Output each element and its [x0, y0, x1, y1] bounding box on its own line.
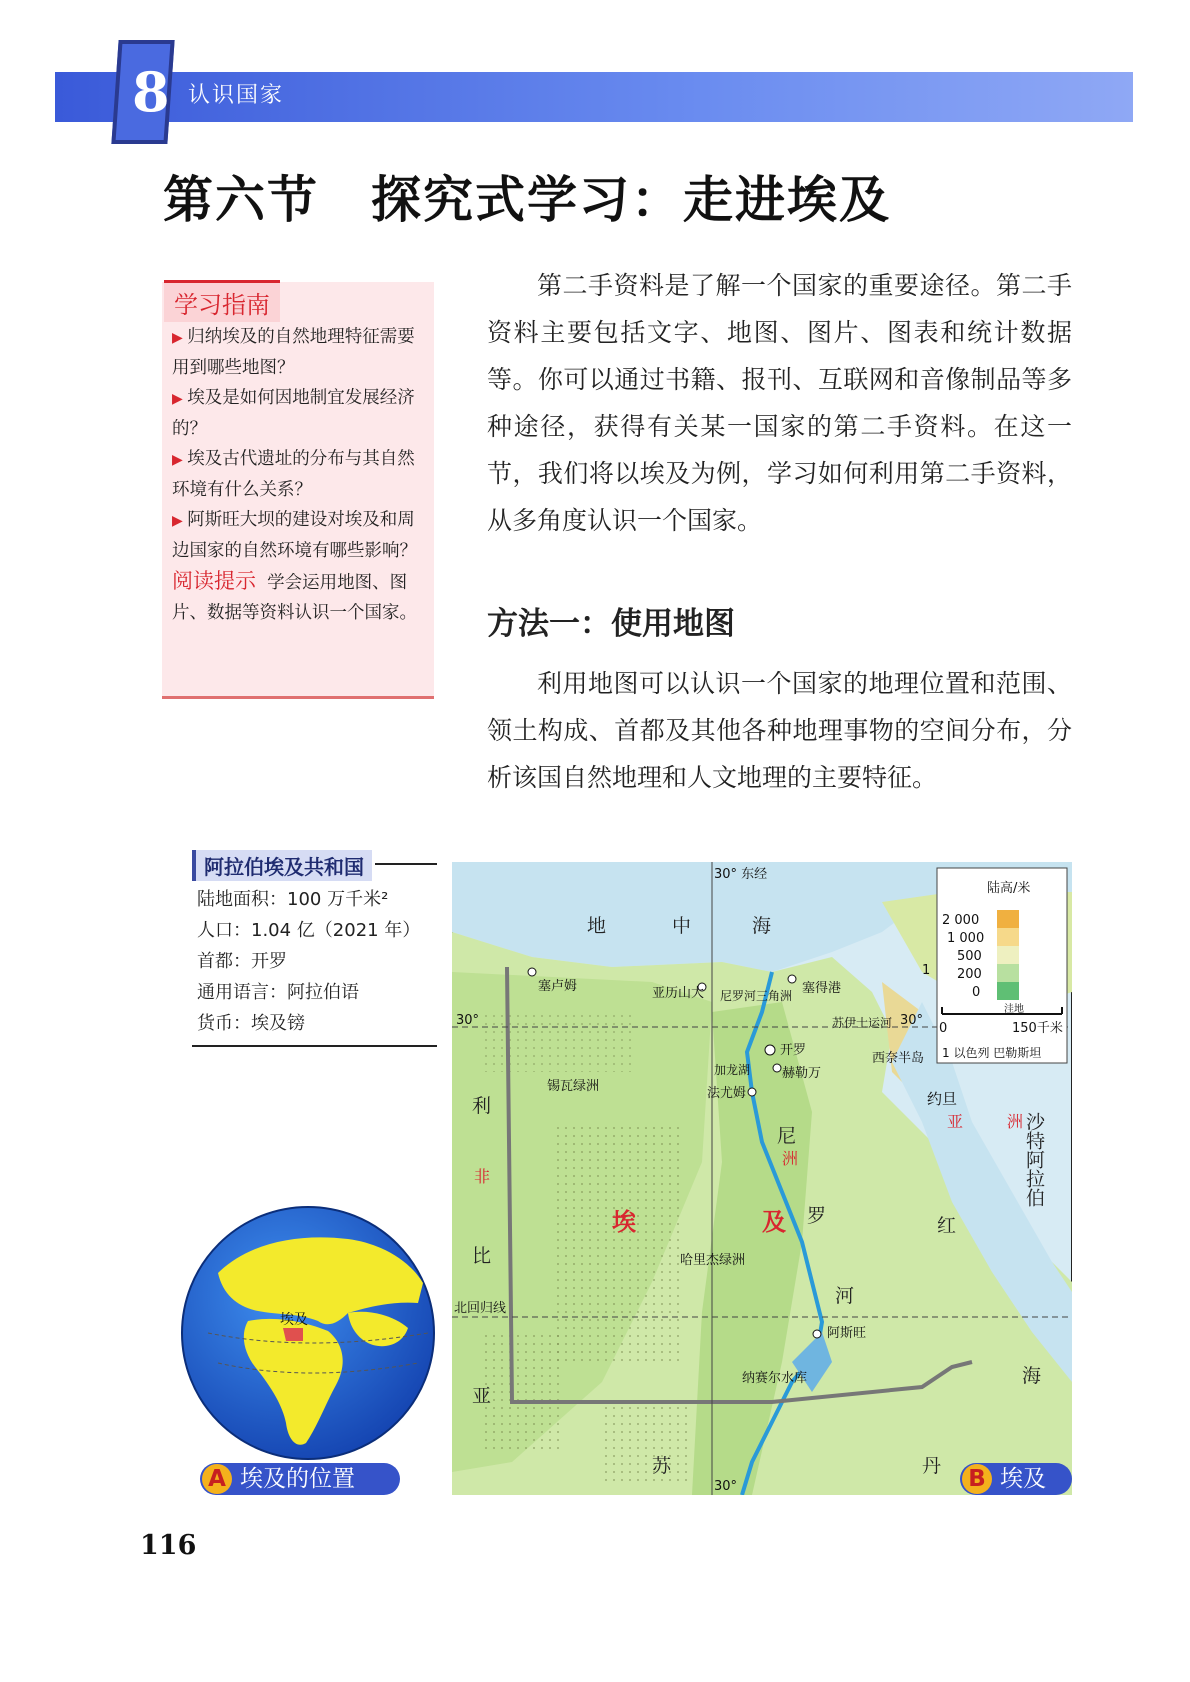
triangle-bullet-icon: ▶	[172, 330, 188, 346]
sudan-dan: 丹	[922, 1455, 942, 1477]
legend-note: 1 以色列 巴勒斯坦	[942, 1046, 1042, 1060]
asia-ya: 亚	[947, 1112, 964, 1131]
globe-egypt-label: 埃及	[280, 1312, 308, 1328]
legend-level: 200	[957, 967, 982, 982]
place-alexandria: 亚历山大	[652, 986, 705, 1001]
guide-item: ▶ 阿斯旺大坝的建设对埃及和周边国家的自然环境有哪些影响？	[172, 510, 417, 561]
libya-li: 利	[472, 1095, 492, 1117]
africa-fei: 非	[474, 1167, 491, 1186]
libya-ya: 亚	[472, 1385, 492, 1407]
triangle-bullet-icon: ▶	[172, 391, 188, 407]
place-suez: 苏伊士运河	[832, 1016, 893, 1030]
legend-lowland: 洼地	[1004, 1004, 1024, 1015]
sea-hai: 海	[752, 915, 772, 937]
reading-tip	[172, 566, 430, 628]
scale-zero: 0	[939, 1021, 948, 1036]
triangle-bullet-icon: ▶	[172, 513, 188, 529]
place-siwa: 锡瓦绿洲	[547, 1079, 600, 1094]
egypt-ai: 埃	[612, 1208, 636, 1236]
place-marsa: 塞卢姆	[538, 979, 578, 994]
place-jordan: 约旦	[927, 1090, 958, 1108]
place-cairo: 开罗	[780, 1043, 807, 1058]
place-aswan: 阿斯旺	[827, 1326, 867, 1341]
bottom-meridian-label: 30°	[714, 1479, 738, 1494]
legend-level: 0	[972, 985, 981, 1000]
fact-population: 人口：1.04 亿（2021 年）	[197, 920, 421, 941]
sea-di: 地	[587, 915, 607, 937]
legend-title: 陆高/米	[987, 881, 1031, 896]
method-title: 方法一：使用地图	[487, 606, 735, 642]
libya-bi: 比	[472, 1245, 492, 1267]
facts-top-rule	[375, 863, 437, 865]
place-faiyum: 法尤姆	[707, 1086, 747, 1101]
guide-item: ▶ 埃及古代遗址的分布与其自然环境有什么关系？	[172, 449, 415, 500]
fact-language: 通用语言：阿拉伯语	[197, 982, 359, 1003]
page-number: 116	[140, 1530, 197, 1561]
reading-tip-text: 学会运用地图、图片、数据等资料认识一个国家。	[172, 573, 417, 623]
country-facts-list	[197, 884, 437, 1039]
place-qarun: 加龙湖	[714, 1063, 751, 1077]
legend-level: 1 000	[947, 931, 985, 946]
chapter-number: 8	[132, 60, 170, 124]
figure-b-caption-text: 埃及	[1000, 1466, 1046, 1492]
red-hong: 红	[937, 1215, 957, 1237]
fact-currency: 货币：埃及镑	[197, 1013, 305, 1034]
red-hai: 海	[1022, 1365, 1042, 1387]
sudan-su: 苏	[652, 1455, 672, 1477]
legend-level: 2 000	[942, 913, 980, 928]
nile-ni: 尼	[777, 1125, 797, 1147]
place-delta: 尼罗河三角洲	[720, 989, 793, 1003]
lat-30-left: 30°	[456, 1013, 480, 1028]
figure-b-badge: B	[962, 1464, 992, 1494]
globe-figure	[178, 1203, 438, 1463]
nile-luo: 罗	[807, 1205, 827, 1227]
section-title: 第六节 探究式学习：走进埃及	[163, 170, 891, 229]
place-port-said: 塞得港	[802, 981, 842, 996]
country-facts-title: 阿拉伯埃及共和国	[192, 850, 372, 881]
guide-item: ▶ 埃及是如何因地制宜发展经济的？	[172, 388, 415, 439]
study-guide-list	[172, 322, 430, 628]
scale-value: 150千米	[1012, 1021, 1063, 1036]
guide-item: ▶ 归纳埃及的自然地理特征需要用到哪些地图？	[172, 327, 415, 378]
fact-capital: 首都：开罗	[197, 951, 287, 972]
sea-zhong: 中	[672, 915, 692, 937]
top-meridian-label: 30° 东经	[714, 867, 768, 882]
africa-zhou: 洲	[782, 1149, 799, 1168]
egypt-map	[452, 862, 1072, 1495]
place-nasser: 纳赛尔水库	[742, 1371, 808, 1386]
tropic-label: 北回归线	[454, 1301, 507, 1316]
nile-he: 河	[835, 1285, 855, 1307]
place-helwan: 赫勒万	[782, 1066, 822, 1081]
figure-a-caption	[200, 1463, 400, 1495]
asia-zhou: 洲	[1007, 1112, 1024, 1131]
method-paragraph: 利用地图可以认识一个国家的地理位置和范围、领土构成、首都及其他各种地理事物的空间分布，分析该国自然地理和人文地理的主要特征。	[487, 669, 1072, 792]
legend-level: 500	[957, 949, 982, 964]
chapter-title: 认识国家	[188, 83, 285, 108]
figure-a-caption-text: 埃及的位置	[240, 1466, 355, 1492]
study-guide-tab: 学习指南	[164, 280, 280, 322]
place-num1: 1	[922, 963, 931, 978]
lat-30-right: 30°	[900, 1013, 924, 1028]
egypt-ji: 及	[762, 1208, 786, 1236]
figure-a-badge: A	[202, 1464, 232, 1494]
intro-paragraph: 第二手资料是了解一个国家的重要途径。第二手资料主要包括文字、地图、图片、图表和统计数据等。你可以通过书籍、报刊、互联网和音像制品等多种途径，获得有关某一国家的第二手资料。在这一节，我们将以埃及为例，学习如何利用第二手资料，从多角度认识一个国家。	[487, 271, 1072, 535]
place-sinai: 西奈半岛	[872, 1051, 925, 1066]
triangle-bullet-icon: ▶	[172, 452, 188, 468]
figure-b-caption	[960, 1463, 1072, 1495]
place-kharga: 哈里杰绿洲	[680, 1253, 746, 1268]
saudi-label: 沙特阿拉伯	[1023, 1112, 1045, 1207]
fact-area: 陆地面积：100 万千米²	[197, 889, 389, 910]
reading-tip-label: 阅读提示	[172, 569, 256, 593]
facts-bottom-rule	[192, 1045, 437, 1047]
